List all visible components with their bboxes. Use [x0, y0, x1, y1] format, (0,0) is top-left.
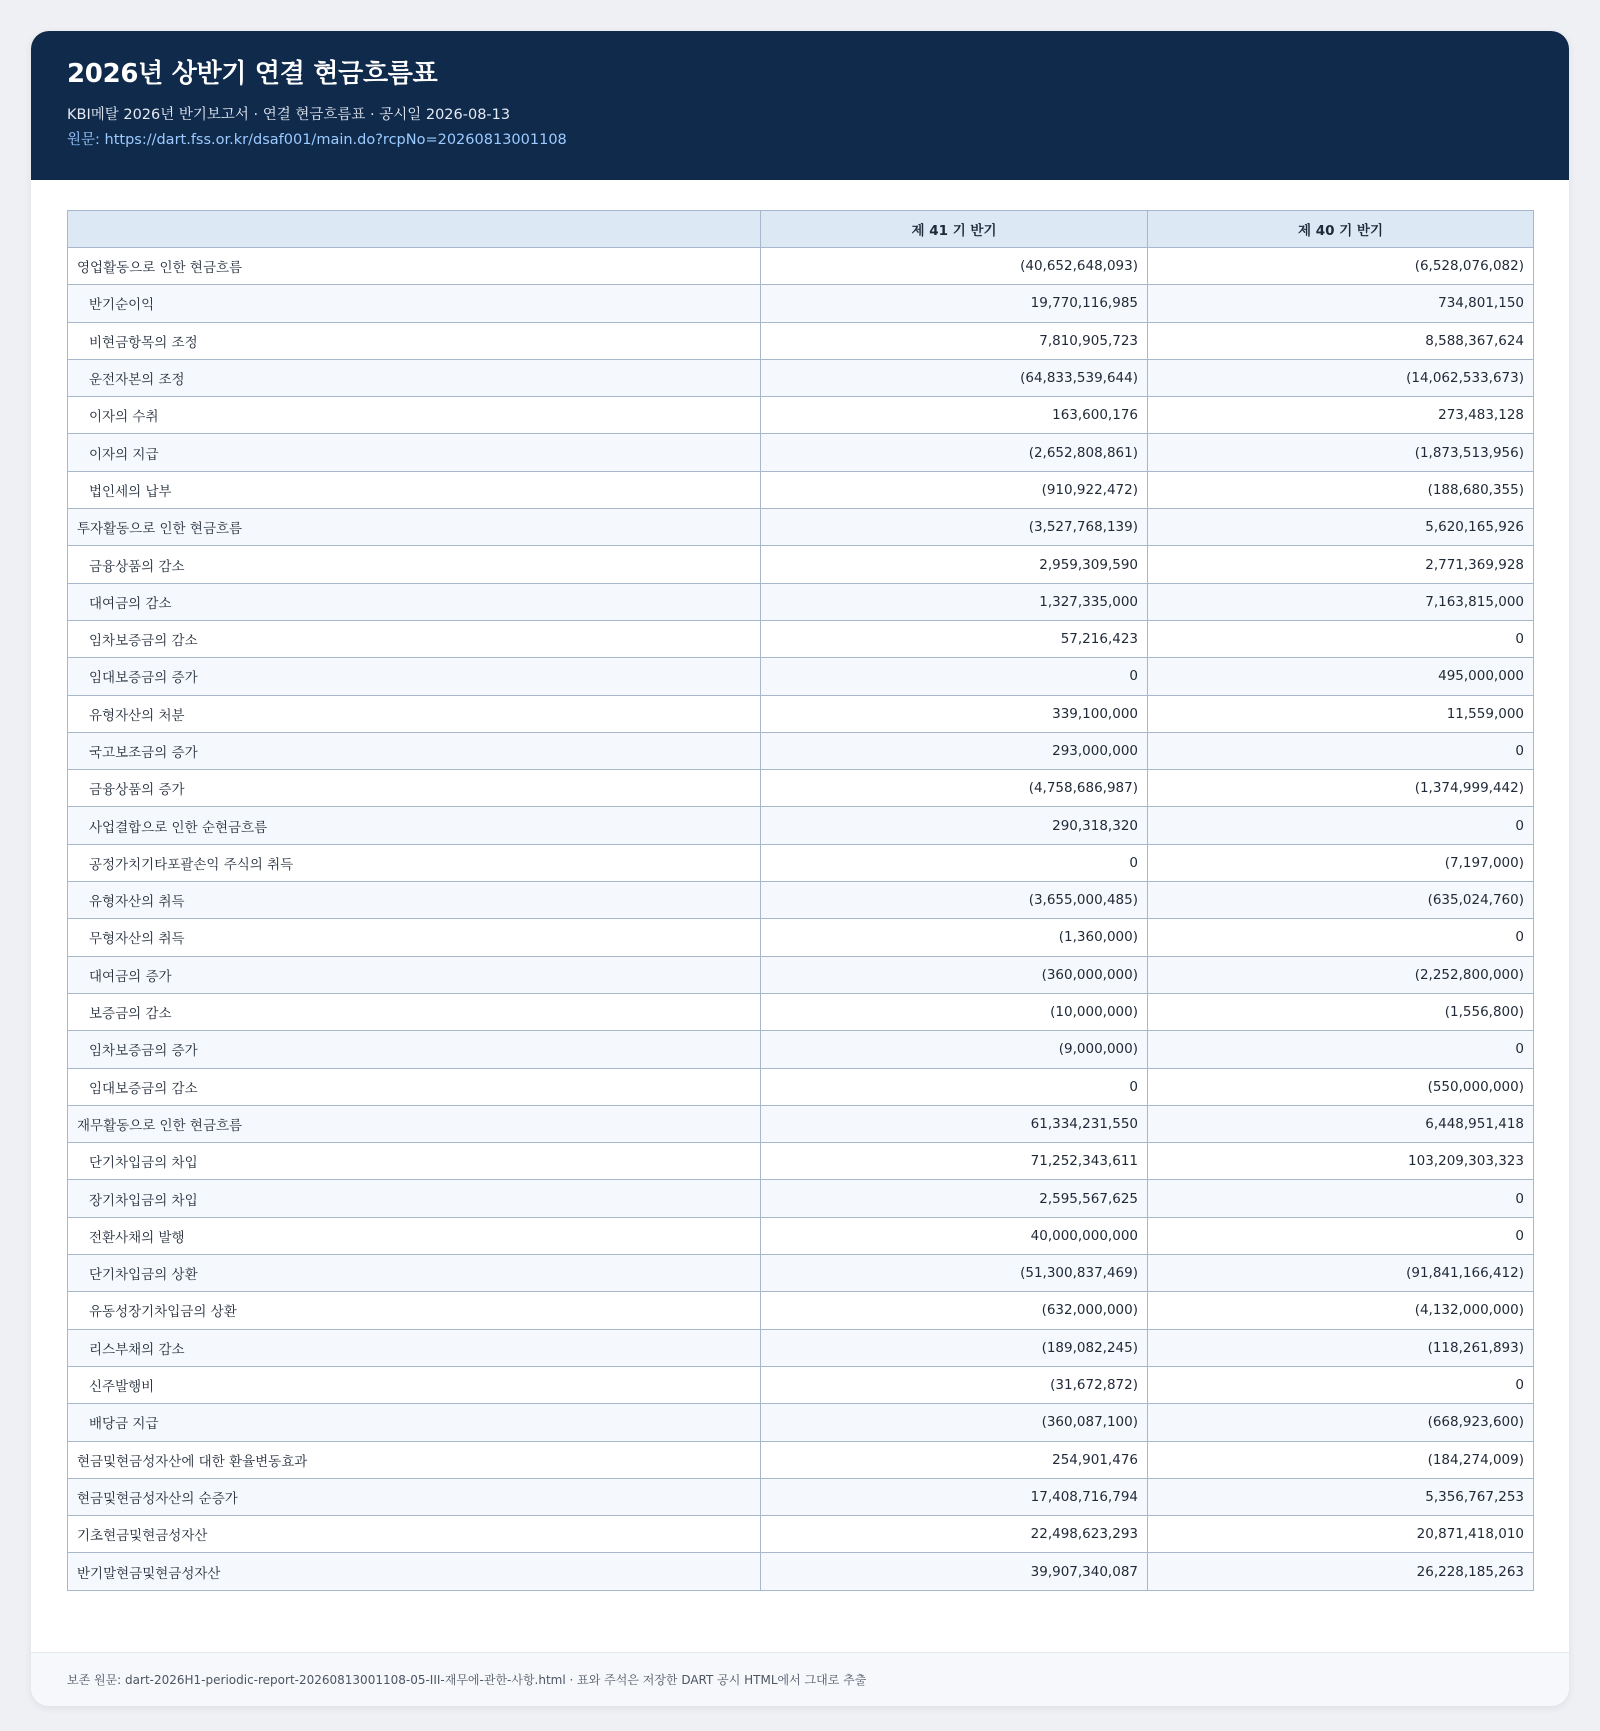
report-card: [31, 31, 1569, 1706]
row-label: 국고보조금의 증가: [68, 732, 761, 769]
row-label: 무형자산의 취득: [68, 919, 761, 956]
row-label: 이자의 지급: [68, 434, 761, 471]
cash-flow-table: [67, 210, 1534, 1591]
row-label: 현금및현금성자산에 대한 환율변동효과: [68, 1441, 761, 1478]
row-label: 유형자산의 취득: [68, 882, 761, 919]
row-label: 임대보증금의 감소: [68, 1068, 761, 1105]
row-label: 금융상품의 증가: [68, 770, 761, 807]
current-period-value: 17,408,716,794: [761, 1478, 1148, 1515]
current-period-value: (360,087,100): [761, 1404, 1148, 1441]
previous-period-value: 26,228,185,263: [1148, 1553, 1534, 1590]
table-row: [68, 583, 1534, 620]
table-row: [68, 546, 1534, 583]
row-label: 영업활동으로 인한 현금흐름: [68, 248, 761, 285]
row-label: 사업결합으로 인한 순현금흐름: [68, 807, 761, 844]
previous-period-value: 0: [1148, 1180, 1534, 1217]
table-row: [68, 471, 1534, 508]
table-row: [68, 434, 1534, 471]
current-period-value: (40,652,648,093): [761, 248, 1148, 285]
current-period-value: 0: [761, 1068, 1148, 1105]
table-row: [68, 844, 1534, 881]
previous-period-value: 495,000,000: [1148, 658, 1534, 695]
current-period-value: (2,652,808,861): [761, 434, 1148, 471]
table-row: [68, 1516, 1534, 1553]
row-label: 현금및현금성자산의 순증가: [68, 1478, 761, 1515]
table-header-row: [68, 211, 1534, 248]
previous-period-value: (2,252,800,000): [1148, 956, 1534, 993]
row-label: 단기차입금의 차입: [68, 1143, 761, 1180]
row-label: 운전자본의 조정: [68, 359, 761, 396]
row-label: 투자활동으로 인한 현금흐름: [68, 509, 761, 546]
table-row: [68, 1180, 1534, 1217]
table-row: [68, 1217, 1534, 1254]
previous-period-value: 0: [1148, 732, 1534, 769]
previous-period-value: 0: [1148, 807, 1534, 844]
table-row: [68, 1553, 1534, 1590]
previous-period-value: (1,873,513,956): [1148, 434, 1534, 471]
table-row: [68, 509, 1534, 546]
row-label: 대여금의 감소: [68, 583, 761, 620]
previous-period-value: (668,923,600): [1148, 1404, 1534, 1441]
previous-period-value: 0: [1148, 1217, 1534, 1254]
row-label: 임대보증금의 증가: [68, 658, 761, 695]
table-body: [68, 248, 1534, 1591]
previous-period-value: 0: [1148, 919, 1534, 956]
previous-period-value: 5,620,165,926: [1148, 509, 1534, 546]
previous-period-value: 0: [1148, 620, 1534, 657]
current-period-value: 2,959,309,590: [761, 546, 1148, 583]
table-row: [68, 695, 1534, 732]
table-row: [68, 658, 1534, 695]
row-label: 기초현금및현금성자산: [68, 1516, 761, 1553]
table-row: [68, 1105, 1534, 1142]
page-title: 2026년 상반기 연결 현금흐름표: [67, 59, 438, 89]
previous-period-value: 5,356,767,253: [1148, 1478, 1534, 1515]
previous-period-value: 20,871,418,010: [1148, 1516, 1534, 1553]
current-period-value: 57,216,423: [761, 620, 1148, 657]
row-label: 장기차입금의 차입: [68, 1180, 761, 1217]
report-header: [31, 31, 1569, 180]
row-label: 비현금항목의 조정: [68, 322, 761, 359]
table-row: [68, 1292, 1534, 1329]
previous-period-value: (4,132,000,000): [1148, 1292, 1534, 1329]
current-period-value: 254,901,476: [761, 1441, 1148, 1478]
previous-period-value: 2,771,369,928: [1148, 546, 1534, 583]
current-period-value: (3,527,768,139): [761, 509, 1148, 546]
table-row: [68, 285, 1534, 322]
current-period-value: 339,100,000: [761, 695, 1148, 732]
current-period-value: (360,000,000): [761, 956, 1148, 993]
previous-period-value: (1,556,800): [1148, 993, 1534, 1030]
row-label: 임차보증금의 감소: [68, 620, 761, 657]
previous-period-value: 0: [1148, 1366, 1534, 1403]
row-label: 보증금의 감소: [68, 993, 761, 1030]
current-period-value: 19,770,116,985: [761, 285, 1148, 322]
column-header-previous-period: 제 40 기 반기: [1148, 211, 1534, 248]
current-period-value: 293,000,000: [761, 732, 1148, 769]
row-label: 유동성장기차입금의 상환: [68, 1292, 761, 1329]
current-period-value: 1,327,335,000: [761, 583, 1148, 620]
previous-period-value: 273,483,128: [1148, 397, 1534, 434]
current-period-value: (910,922,472): [761, 471, 1148, 508]
previous-period-value: (188,680,355): [1148, 471, 1534, 508]
column-header-current-period: 제 41 기 반기: [761, 211, 1148, 248]
previous-period-value: 734,801,150: [1148, 285, 1534, 322]
row-label: 공정가치기타포괄손익 주식의 취득: [68, 844, 761, 881]
row-label: 대여금의 증가: [68, 956, 761, 993]
table-row: [68, 732, 1534, 769]
previous-period-value: 11,559,000: [1148, 695, 1534, 732]
table-row: [68, 1255, 1534, 1292]
table-row: [68, 1329, 1534, 1366]
row-label: 유형자산의 처분: [68, 695, 761, 732]
column-header-label: [68, 211, 761, 248]
current-period-value: (31,672,872): [761, 1366, 1148, 1403]
previous-period-value: (550,000,000): [1148, 1068, 1534, 1105]
current-period-value: (64,833,539,644): [761, 359, 1148, 396]
table-row: [68, 807, 1534, 844]
row-label: 법인세의 납부: [68, 471, 761, 508]
report-content: [31, 180, 1569, 1591]
previous-period-value: (7,197,000): [1148, 844, 1534, 881]
table-row: [68, 359, 1534, 396]
table-row: [68, 322, 1534, 359]
table-row: [68, 1366, 1534, 1403]
table-row: [68, 397, 1534, 434]
table-row: [68, 1478, 1534, 1515]
row-label: 단기차입금의 상환: [68, 1255, 761, 1292]
current-period-value: (9,000,000): [761, 1031, 1148, 1068]
row-label: 임차보증금의 증가: [68, 1031, 761, 1068]
current-period-value: (51,300,837,469): [761, 1255, 1148, 1292]
table-row: [68, 993, 1534, 1030]
row-label: 재무활동으로 인한 현금흐름: [68, 1105, 761, 1142]
current-period-value: (10,000,000): [761, 993, 1148, 1030]
row-label: 신주발행비: [68, 1366, 761, 1403]
previous-period-value: 7,163,815,000: [1148, 583, 1534, 620]
current-period-value: 71,252,343,611: [761, 1143, 1148, 1180]
current-period-value: 7,810,905,723: [761, 322, 1148, 359]
current-period-value: 0: [761, 844, 1148, 881]
row-label: 반기순이익: [68, 285, 761, 322]
current-period-value: 39,907,340,087: [761, 1553, 1148, 1590]
previous-period-value: (14,062,533,673): [1148, 359, 1534, 396]
table-row: [68, 248, 1534, 285]
previous-period-value: (635,024,760): [1148, 882, 1534, 919]
current-period-value: 290,318,320: [761, 807, 1148, 844]
current-period-value: 163,600,176: [761, 397, 1148, 434]
current-period-value: 61,334,231,550: [761, 1105, 1148, 1142]
source-link[interactable]: 원문: https://dart.fss.or.kr/dsaf001/main.do?rcpNo=20260813001108: [67, 132, 567, 148]
current-period-value: (189,082,245): [761, 1329, 1148, 1366]
table-row: [68, 1143, 1534, 1180]
current-period-value: 2,595,567,625: [761, 1180, 1148, 1217]
current-period-value: (632,000,000): [761, 1292, 1148, 1329]
table-row: [68, 1031, 1534, 1068]
table-row: [68, 770, 1534, 807]
previous-period-value: (184,274,009): [1148, 1441, 1534, 1478]
previous-period-value: 6,448,951,418: [1148, 1105, 1534, 1142]
row-label: 리스부채의 감소: [68, 1329, 761, 1366]
row-label: 이자의 수취: [68, 397, 761, 434]
current-period-value: 22,498,623,293: [761, 1516, 1148, 1553]
table-row: [68, 956, 1534, 993]
previous-period-value: (1,374,999,442): [1148, 770, 1534, 807]
table-row: [68, 620, 1534, 657]
row-label: 반기말현금및현금성자산: [68, 1553, 761, 1590]
previous-period-value: (91,841,166,412): [1148, 1255, 1534, 1292]
table-row: [68, 919, 1534, 956]
current-period-value: (3,655,000,485): [761, 882, 1148, 919]
row-label: 전환사채의 발행: [68, 1217, 761, 1254]
previous-period-value: 8,588,367,624: [1148, 322, 1534, 359]
previous-period-value: (6,528,076,082): [1148, 248, 1534, 285]
previous-period-value: 0: [1148, 1031, 1534, 1068]
table-row: [68, 1068, 1534, 1105]
previous-period-value: 103,209,303,323: [1148, 1143, 1534, 1180]
current-period-value: (1,360,000): [761, 919, 1148, 956]
current-period-value: 40,000,000,000: [761, 1217, 1148, 1254]
report-subtitle: KBI메탈 2026년 반기보고서 · 연결 현금흐름표 · 공시일 2026-08-13: [67, 107, 511, 123]
current-period-value: 0: [761, 658, 1148, 695]
row-label: 배당금 지급: [68, 1404, 761, 1441]
table-row: [68, 1404, 1534, 1441]
footer-note: 보존 원문: dart-2026H1-periodic-report-20260813001108-05-III-재무에-관한-사항.html · 표와 주석은 저장한 DART 공시 HTML에서 그대로 추출: [31, 1652, 1569, 1706]
previous-period-value: (118,261,893): [1148, 1329, 1534, 1366]
table-row: [68, 1441, 1534, 1478]
current-period-value: (4,758,686,987): [761, 770, 1148, 807]
table-row: [68, 882, 1534, 919]
row-label: 금융상품의 감소: [68, 546, 761, 583]
